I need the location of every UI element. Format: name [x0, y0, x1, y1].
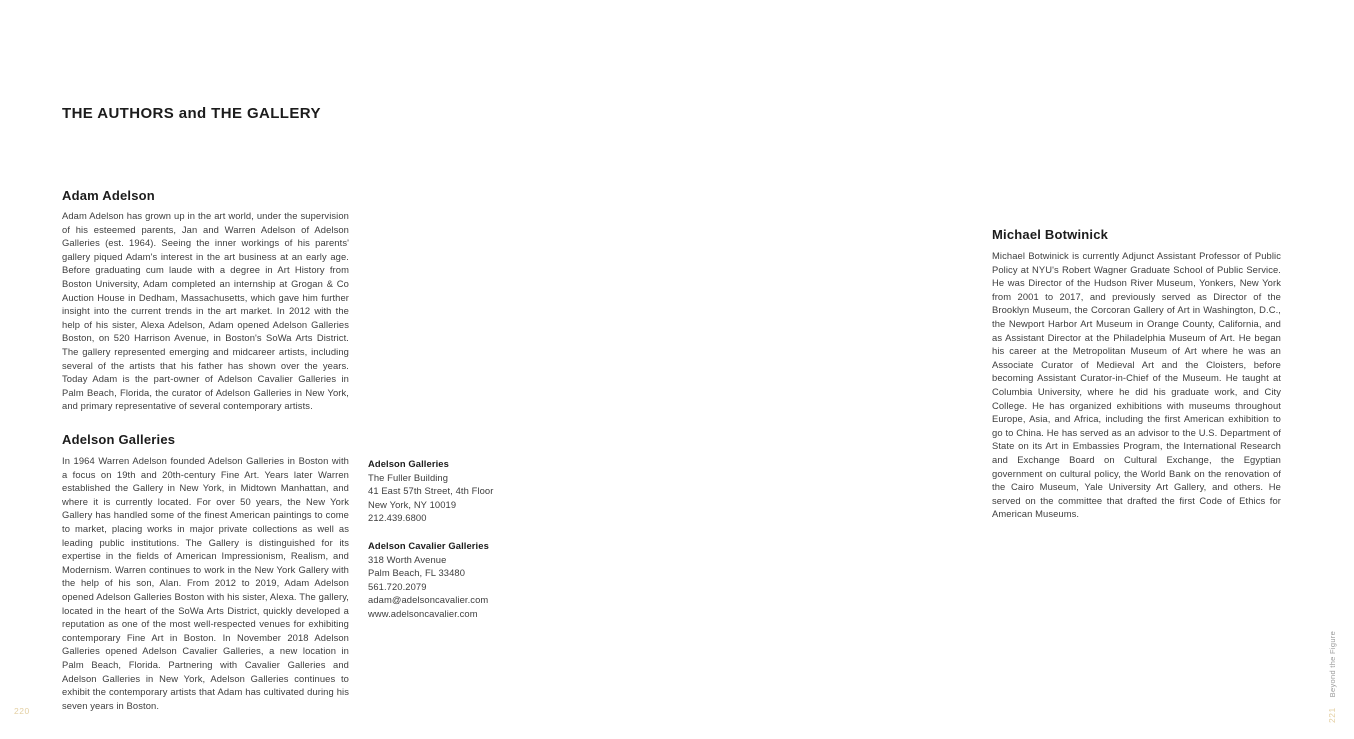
contact-block-palm-beach — [368, 539, 493, 621]
contact-line: 41 East 57th Street, 4th Floor — [368, 485, 494, 497]
contact-name: Adelson Galleries — [368, 458, 449, 469]
contact-line: New York, NY 10019 — [368, 498, 457, 510]
section-heading-adam-adelson: Adam Adelson — [62, 188, 155, 203]
contact-phone: 212.439.6800 — [368, 512, 427, 524]
contact-column — [368, 457, 493, 635]
contact-line: The Fuller Building — [368, 471, 449, 483]
contact-email: adam@adelsoncavalier.com — [368, 594, 489, 606]
section-heading-adelson-galleries: Adelson Galleries — [62, 432, 176, 447]
section-body-adelson-galleries: In 1964 Warren Adelson founded Adelson Galleries in Boston with a focus on 19th and 20th-century Fine Art. Years later Warren established the Gallery in New York, in Midtown Manhattan, and where it is currently located. For over 50 years, the New York Gallery has handled some of the finest American paintings to come to market, placing works in major private collections as well as leading public institutions. The Gallery is distinguished for its expertise in the fields of American Impressionism, Realism, and Modernism. Warren continues to work in the New York Gallery with the help of his son, Alan. From 2012 to 2019, Adam Adelson opened Adelson Galleries Boston with his sister, Alexa. The gallery, located in the heart of the SoWa Arts District, quickly developed a reputation as one of the most well-respected venues for exhibiting contemporary Fine Art in Boston. In November 2018 Adelson Galleries opened Adelson Cavalier Galleries, a new location in Palm Beach, Florida. Partnering with Cavalier Galleries and Adelson Galleries in New York, Adelson Galleries continues to exhibit the contemporary artists that Adam has cultivated during his seven years in Boston. — [62, 455, 349, 711]
section-heading-michael-botwinick: Michael Botwinick — [992, 227, 1109, 242]
page-number-left: 220 — [14, 706, 30, 716]
page-number-right: 221 — [1327, 707, 1337, 723]
contact-block-new-york — [368, 457, 493, 525]
section-body-michael-botwinick: Michael Botwinick is currently Adjunct Assistant Professor of Public Policy at NYU's Robert Wagner Graduate School of Public Service. He was Director of the Hudson River Museum, Yonkers, New York from 2001 to 2017, and previously served as Director of the Brooklyn Museum, the Corcoran Gallery of Art in Washington, D.C., the Newport Harbor Art Museum in Orange County, California, and as Assistant Director at the Philadelphia Museum of Art. He began his career at the Metropolitan Museum of Art where he was an Associate Curator of Medieval Art and the Cloisters, before becoming Assistant Curator-in-Chief of the Museum. He taught at Columbia University, where he did his graduate work, and City College. He has organized exhibitions with museums throughout Europe, Asia, and Africa, including the first American exhibition to go to China. He has served as an advisor to the U.S. Department of State on its Art in Embassies Program, the International Research and Exchange Board on Cultural Exchange, the Egyptian government on cultural policy, the World Bank on the renovation of the Cairo Museum, Yale University Art Gallery, and others. He served on the committee that drafted the first Code of Ethics for American Museums. — [992, 250, 1281, 520]
page-title: THE AUTHORS and THE GALLERY — [62, 105, 321, 122]
edge-caption-book-title: Beyond the Figure — [1327, 630, 1337, 698]
contact-line: Palm Beach, FL 33480 — [368, 567, 466, 579]
contact-line: 318 Worth Avenue — [368, 553, 447, 565]
contact-phone: 561.720.2079 — [368, 580, 427, 592]
fore-edge-strip — [1325, 630, 1339, 723]
contact-website: www.adelsoncavalier.com — [368, 607, 478, 619]
section-body-adam-adelson: Adam Adelson has grown up in the art world, under the supervision of his esteemed parents, Jan and Warren Adelson of Adelson Galleries (est. 1964). Seeing the inner workings of his parents' gallery piqued Adam's interest in the art business at an early age. Before graduating cum laude with a degree in Art History from Boston University, Adam completed an internship at Grogan & Co Auction House in Dedham, Massachusetts, which gave him further insight into the current trends in the art market. In 2012 with the help of his sister, Alexa Adelson, Adam opened Adelson Galleries Boston, on 520 Harrison Avenue, in Boston's SoWa Arts District. The gallery represented emerging and midcareer artists, including several of the artists that his father has shown over the years. Today Adam is the part-owner of Adelson Cavalier Galleries in Palm Beach, Florida, the curator of Adelson Galleries in New York, and primary representative of several contemporary artists. — [62, 210, 349, 412]
contact-name: Adelson Cavalier Galleries — [368, 539, 489, 551]
